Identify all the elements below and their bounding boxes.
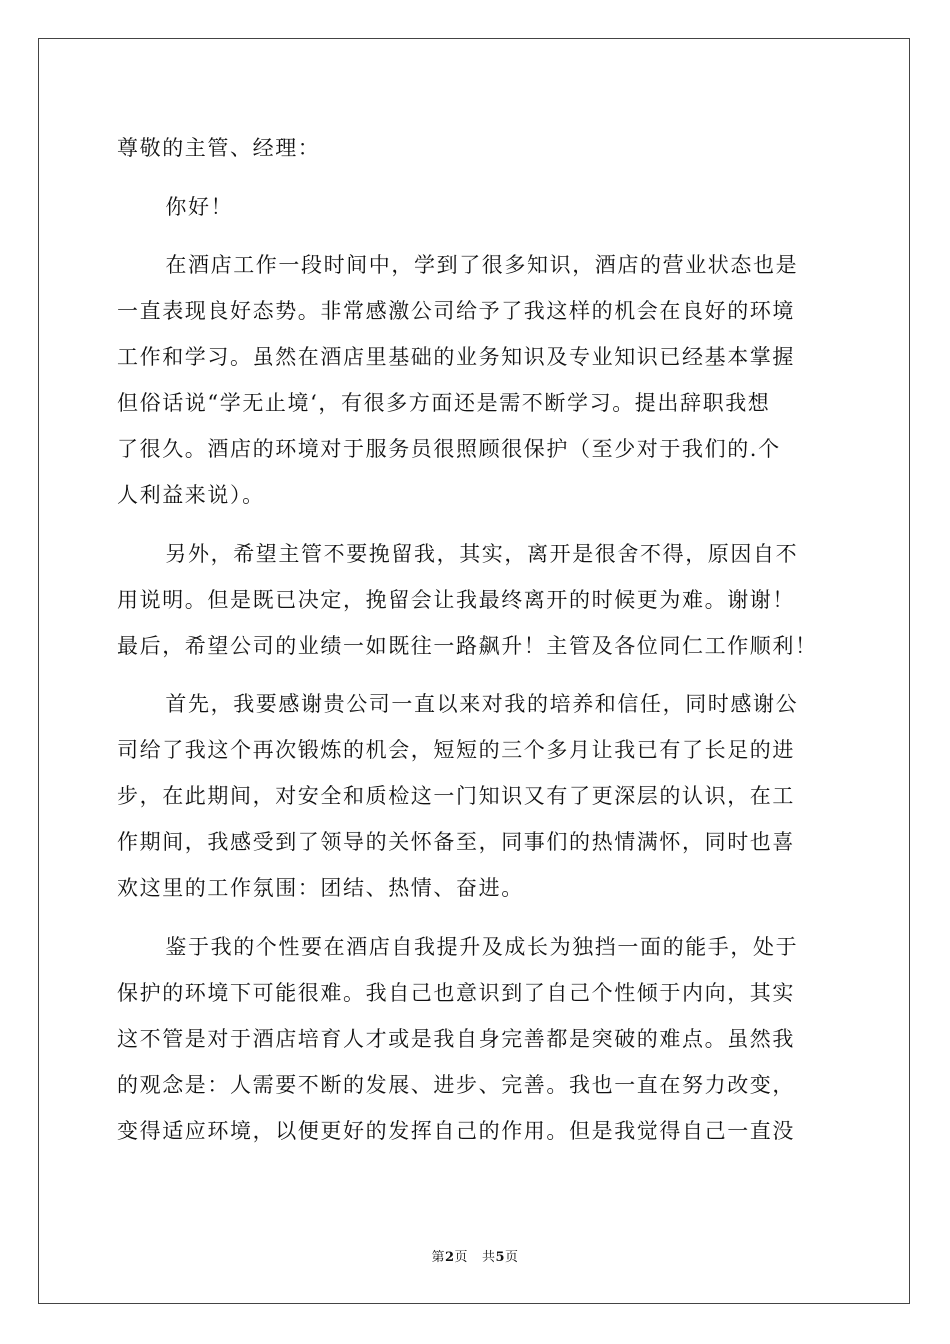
paragraph-gap: [117, 669, 833, 682]
paragraph-gap: [117, 518, 833, 531]
total-prefix: 共: [481, 1250, 496, 1265]
paragraph-gap: [117, 171, 833, 184]
text-line: 但俗话说“学无止境‘，有很多方面还是需不断学习。提出辞职我想: [117, 391, 771, 415]
text-line: 首先，我要感谢贵公司一直以来对我的培养和信任，同时感谢公: [165, 692, 799, 716]
text-line: 保护的环境下可能很难。我自己也意识到了自己个性倾于内向，其实: [117, 980, 795, 1005]
text-line: 作期间，我感受到了领导的关怀备至，同事们的热情满怀，同时也喜: [117, 830, 795, 854]
text-line: 人利益来说）。: [117, 483, 265, 507]
text-line: 司给了我这个再次锻炼的机会，短短的三个多月让我已有了长足的进: [117, 738, 795, 762]
paragraph-gap: [117, 230, 833, 243]
text-line: 步，在此期间，对安全和质检这一门知识又有了更深层的认识，在工: [117, 784, 795, 808]
text-line: 这不管是对于酒店培育人才或是我自身完善都是突破的难点。虽然我: [117, 1026, 795, 1051]
page-suffix: 页: [454, 1250, 469, 1265]
text-line: 在酒店工作一段时间中，学到了很多知识，酒店的营业状态也是: [165, 253, 799, 277]
paragraph-gap: [117, 911, 833, 924]
text-line: 鉴于我的个性要在酒店自我提升及成长为独挡一面的能手，处于: [165, 934, 799, 959]
text-line: 了很久。酒店的环境对于服务员很照顾很保护（至少对于我们的.个: [117, 437, 781, 461]
total-suffix: 页: [505, 1250, 519, 1265]
text-line: 变得适应环境，以便更好的发挥自己的作用。但是我觉得自己一直没: [117, 1118, 795, 1143]
total-pages: 5: [495, 1250, 506, 1265]
text-line: 你好！: [165, 194, 234, 219]
page-prefix: 第: [431, 1250, 445, 1265]
text-line: 尊敬的主管、经理：: [117, 136, 321, 160]
text-line: 另外，希望主管不要挽留我，其实，离开是很舍不得，原因自不: [165, 541, 799, 566]
page-number: 2: [444, 1250, 455, 1265]
page-footer: [0, 1246, 950, 1265]
text-line: 用说明。但是既已决定，挽留会让我最终离开的时候更为难。谢谢！: [117, 587, 795, 612]
text-line: 最后，希望公司的业绩一如既往一路飙升！主管及各位同仁工作顺利！: [117, 633, 818, 658]
letter-body: [117, 125, 833, 1154]
text-line: 一直表现良好态势。非常感激公司给予了我这样的机会在良好的环境: [117, 299, 795, 323]
text-line: 欢这里的工作氛围：团结、热情、奋进。: [117, 876, 524, 900]
text-line: 工作和学习。虽然在酒店里基础的业务知识及专业知识已经基本掌握: [117, 345, 795, 369]
text-line: 的观念是：人需要不断的发展、进步、完善。我也一直在努力改变，: [117, 1072, 795, 1097]
